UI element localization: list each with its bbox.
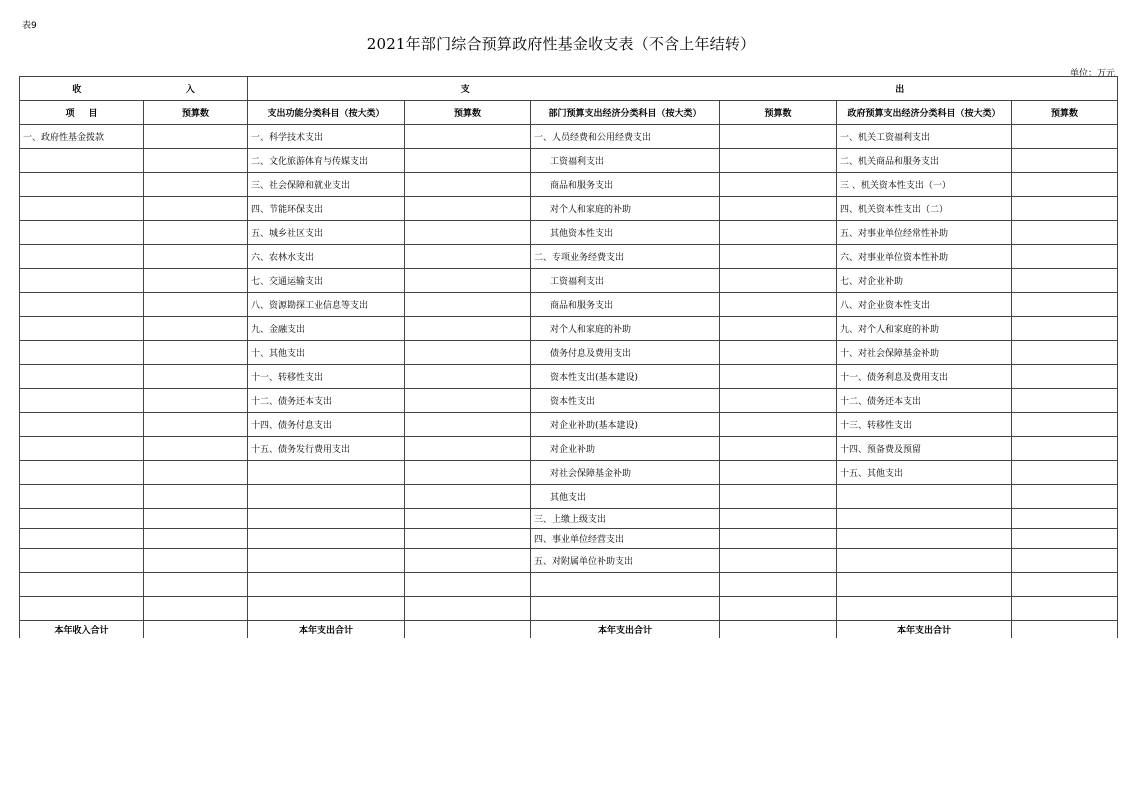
- income-item-cell: [20, 529, 144, 549]
- dept-economic-category-cell: 五、对附属单位补助支出: [531, 549, 720, 573]
- functional-budget-cell: [405, 293, 531, 317]
- gov-economic-category-cell: 十一、债务利息及费用支出: [837, 365, 1012, 389]
- gov-budget-cell: [1012, 597, 1118, 621]
- dept-budget-cell: [720, 245, 837, 269]
- expense-section-char-2: 出: [895, 85, 905, 95]
- income-total-value: [144, 621, 248, 639]
- income-item-cell: [20, 437, 144, 461]
- gov-economic-category-cell: 十五、其他支出: [837, 461, 1012, 485]
- functional-category-cell: [248, 573, 405, 597]
- income-item-cell: [20, 149, 144, 173]
- functional-budget-cell: [405, 317, 531, 341]
- income-section-header: [20, 77, 248, 101]
- income-total-label: 本年收入合计: [20, 621, 144, 639]
- functional-budget-cell: [405, 509, 531, 529]
- gov-budget-cell: [1012, 269, 1118, 293]
- dept-economic-category-cell: 商品和服务支出: [531, 173, 720, 197]
- income-item-cell: [20, 221, 144, 245]
- functional-category-cell: 二、文化旅游体育与传媒支出: [248, 149, 405, 173]
- gov-budget-cell: [1012, 125, 1118, 149]
- functional-category-cell: 七、交通运输支出: [248, 269, 405, 293]
- functional-budget-cell: [405, 173, 531, 197]
- dept-budget-cell: [720, 173, 837, 197]
- functional-budget-cell: [405, 365, 531, 389]
- dept-economic-category-cell: 资本性支出(基本建设): [531, 365, 720, 389]
- dept-economic-category-cell: [531, 597, 720, 621]
- functional-category-header: 支出功能分类科目（按大类）: [248, 101, 405, 125]
- income-item-cell: [20, 597, 144, 621]
- gov-economic-category-cell: [837, 549, 1012, 573]
- dept-economic-category-cell: 四、事业单位经营支出: [531, 529, 720, 549]
- dept-budget-cell: [720, 365, 837, 389]
- dept-budget-cell: [720, 221, 837, 245]
- budget-table: [19, 76, 1118, 638]
- dept-budget-cell: [720, 125, 837, 149]
- dept-budget-cell: [720, 389, 837, 413]
- functional-budget-cell: [405, 149, 531, 173]
- gov-budget-cell: [1012, 461, 1118, 485]
- functional-category-cell: 四、节能环保支出: [248, 197, 405, 221]
- income-budget-cell: [144, 509, 248, 529]
- income-budget-cell: [144, 549, 248, 573]
- income-item-cell: [20, 293, 144, 317]
- gov-budget-cell: [1012, 317, 1118, 341]
- gov-budget-cell: [1012, 549, 1118, 573]
- income-item-cell: [20, 197, 144, 221]
- dept-budget-cell: [720, 293, 837, 317]
- gov-economic-category-header: 政府预算支出经济分类科目（按大类）: [837, 101, 1012, 125]
- functional-category-cell: 六、农林水支出: [248, 245, 405, 269]
- functional-budget-cell: [405, 389, 531, 413]
- gov-economic-category-cell: 四、机关资本性支出（二）: [837, 197, 1012, 221]
- table-row: [20, 245, 1118, 269]
- dept-budget-cell: [720, 573, 837, 597]
- gov-budget-cell: [1012, 341, 1118, 365]
- gov-budget-cell: [1012, 573, 1118, 597]
- gov-economic-category-cell: 十三、转移性支出: [837, 413, 1012, 437]
- functional-budget-cell: [405, 529, 531, 549]
- income-item-cell: [20, 245, 144, 269]
- income-item-cell: [20, 389, 144, 413]
- dept-economic-category-cell: 三、上缴上级支出: [531, 509, 720, 529]
- dept-budget-cell: [720, 461, 837, 485]
- income-item-cell: [20, 317, 144, 341]
- income-budget-cell: [144, 461, 248, 485]
- dept-budget-cell: [720, 509, 837, 529]
- dept-budget-cell: [720, 149, 837, 173]
- functional-category-cell: 一、科学技术支出: [248, 125, 405, 149]
- gov-economic-category-cell: 一、机关工资福利支出: [837, 125, 1012, 149]
- functional-budget-cell: [405, 269, 531, 293]
- dept-budget-cell: [720, 317, 837, 341]
- gov-economic-category-cell: 八、对企业资本性支出: [837, 293, 1012, 317]
- income-budget-cell: [144, 365, 248, 389]
- income-section-char-1: 收: [72, 85, 82, 95]
- table-row: [20, 293, 1118, 317]
- table-row: [20, 365, 1118, 389]
- gov-budget-cell: [1012, 413, 1118, 437]
- income-item-cell: [20, 461, 144, 485]
- dept-budget-cell: [720, 437, 837, 461]
- dept-budget-cell: [720, 597, 837, 621]
- functional-budget-header: 预算数: [405, 101, 531, 125]
- dept-economic-category-cell: 对个人和家庭的补助: [531, 197, 720, 221]
- gov-budget-cell: [1012, 485, 1118, 509]
- gov-economic-category-cell: 二、机关商品和服务支出: [837, 149, 1012, 173]
- income-item-cell: [20, 509, 144, 529]
- functional-category-cell: 十一、转移性支出: [248, 365, 405, 389]
- functional-total-value: [405, 621, 531, 639]
- functional-category-cell: 十二、债务还本支出: [248, 389, 405, 413]
- gov-budget-cell: [1012, 245, 1118, 269]
- dept-economic-category-header: 部门预算支出经济分类科目（按大类）: [531, 101, 720, 125]
- income-budget-cell: [144, 125, 248, 149]
- item-header-char-2: 目: [88, 109, 98, 119]
- income-budget-cell: [144, 341, 248, 365]
- functional-budget-cell: [405, 597, 531, 621]
- table-row: [20, 437, 1118, 461]
- gov-economic-category-cell: [837, 573, 1012, 597]
- income-budget-cell: [144, 245, 248, 269]
- functional-category-cell: [248, 485, 405, 509]
- expense-section-header: [248, 77, 1118, 101]
- table-row: [20, 125, 1118, 149]
- income-budget-cell: [144, 389, 248, 413]
- gov-economic-category-cell: [837, 509, 1012, 529]
- table-row: [20, 149, 1118, 173]
- dept-economic-category-cell: 其他支出: [531, 485, 720, 509]
- income-budget-cell: [144, 437, 248, 461]
- income-budget-cell: [144, 269, 248, 293]
- gov-budget-cell: [1012, 365, 1118, 389]
- functional-category-cell: 八、资源勘探工业信息等支出: [248, 293, 405, 317]
- dept-budget-cell: [720, 549, 837, 573]
- dept-total-value: [720, 621, 837, 639]
- gov-economic-category-cell: [837, 597, 1012, 621]
- dept-economic-category-cell: 债务付息及费用支出: [531, 341, 720, 365]
- functional-budget-cell: [405, 573, 531, 597]
- gov-budget-cell: [1012, 389, 1118, 413]
- table-row: [20, 317, 1118, 341]
- functional-budget-cell: [405, 125, 531, 149]
- gov-economic-category-cell: 三 、机关资本性支出（一）: [837, 173, 1012, 197]
- gov-total-label: 本年支出合计: [837, 621, 1012, 639]
- income-item-cell: [20, 413, 144, 437]
- income-budget-cell: [144, 317, 248, 341]
- dept-economic-category-cell: 对个人和家庭的补助: [531, 317, 720, 341]
- gov-economic-category-cell: [837, 485, 1012, 509]
- dept-economic-category-cell: 其他资本性支出: [531, 221, 720, 245]
- income-budget-cell: [144, 529, 248, 549]
- table-row: [20, 529, 1118, 549]
- gov-budget-cell: [1012, 509, 1118, 529]
- table-row: [20, 413, 1118, 437]
- table-row: [20, 485, 1118, 509]
- dept-budget-header: 预算数: [720, 101, 837, 125]
- gov-budget-cell: [1012, 529, 1118, 549]
- table-row: [20, 509, 1118, 529]
- functional-category-cell: 九、金融支出: [248, 317, 405, 341]
- gov-economic-category-cell: 七、对企业补助: [837, 269, 1012, 293]
- item-header: [20, 101, 144, 125]
- table-row: [20, 573, 1118, 597]
- table-row: [20, 389, 1118, 413]
- functional-budget-cell: [405, 341, 531, 365]
- income-item-cell: [20, 549, 144, 573]
- income-budget-cell: [144, 413, 248, 437]
- gov-economic-category-cell: 十四、预备费及预留: [837, 437, 1012, 461]
- gov-budget-cell: [1012, 221, 1118, 245]
- income-item-cell: [20, 341, 144, 365]
- gov-budget-cell: [1012, 437, 1118, 461]
- functional-category-cell: 五、城乡社区支出: [248, 221, 405, 245]
- document-title: 2021年部门综合预算政府性基金收支表（不含上年结转）: [366, 35, 756, 53]
- functional-budget-cell: [405, 197, 531, 221]
- dept-economic-category-cell: 工资福利支出: [531, 269, 720, 293]
- functional-category-cell: [248, 529, 405, 549]
- dept-budget-cell: [720, 197, 837, 221]
- gov-budget-cell: [1012, 173, 1118, 197]
- dept-budget-cell: [720, 529, 837, 549]
- income-budget-header: 预算数: [144, 101, 248, 125]
- gov-budget-header: 预算数: [1012, 101, 1118, 125]
- functional-category-cell: [248, 509, 405, 529]
- table-number: 表9: [22, 21, 37, 31]
- column-header-row: [20, 101, 1118, 125]
- income-budget-cell: [144, 597, 248, 621]
- gov-economic-category-cell: 五、对事业单位经常性补助: [837, 221, 1012, 245]
- table-row: [20, 597, 1118, 621]
- income-item-cell: [20, 485, 144, 509]
- gov-economic-category-cell: 十二、债务还本支出: [837, 389, 1012, 413]
- functional-budget-cell: [405, 461, 531, 485]
- gov-budget-cell: [1012, 293, 1118, 317]
- dept-economic-category-cell: 商品和服务支出: [531, 293, 720, 317]
- functional-budget-cell: [405, 221, 531, 245]
- income-item-cell: 一、政府性基金拨款: [20, 125, 144, 149]
- income-budget-cell: [144, 173, 248, 197]
- income-item-cell: [20, 173, 144, 197]
- dept-budget-cell: [720, 341, 837, 365]
- table-row: [20, 221, 1118, 245]
- gov-budget-cell: [1012, 149, 1118, 173]
- income-budget-cell: [144, 149, 248, 173]
- dept-economic-category-cell: 对企业补助(基本建设): [531, 413, 720, 437]
- functional-budget-cell: [405, 245, 531, 269]
- functional-category-cell: 十四、债务付息支出: [248, 413, 405, 437]
- functional-category-cell: [248, 461, 405, 485]
- unit-label: 单位：万元: [1069, 69, 1115, 79]
- functional-category-cell: [248, 597, 405, 621]
- gov-economic-category-cell: [837, 529, 1012, 549]
- dept-budget-cell: [720, 485, 837, 509]
- dept-economic-category-cell: 对社会保障基金补助: [531, 461, 720, 485]
- dept-economic-category-cell: 资本性支出: [531, 389, 720, 413]
- dept-economic-category-cell: [531, 573, 720, 597]
- income-budget-cell: [144, 221, 248, 245]
- functional-total-label: 本年支出合计: [248, 621, 405, 639]
- table-row: [20, 341, 1118, 365]
- functional-category-cell: 十五、债务发行费用支出: [248, 437, 405, 461]
- totals-row: [20, 621, 1118, 639]
- dept-budget-cell: [720, 413, 837, 437]
- income-section-char-2: 入: [185, 85, 195, 95]
- table-row: [20, 461, 1118, 485]
- section-header-row: [20, 77, 1118, 101]
- income-budget-cell: [144, 293, 248, 317]
- gov-economic-category-cell: 九、对个人和家庭的补助: [837, 317, 1012, 341]
- dept-economic-category-cell: 二、专项业务经费支出: [531, 245, 720, 269]
- table-row: [20, 549, 1118, 573]
- functional-category-cell: 十、其他支出: [248, 341, 405, 365]
- income-item-cell: [20, 573, 144, 597]
- table-row: [20, 173, 1118, 197]
- functional-budget-cell: [405, 413, 531, 437]
- expense-section-char-1: 支: [460, 85, 470, 95]
- dept-economic-category-cell: 一、人员经费和公用经费支出: [531, 125, 720, 149]
- functional-budget-cell: [405, 549, 531, 573]
- functional-budget-cell: [405, 485, 531, 509]
- gov-total-value: [1012, 621, 1118, 639]
- functional-category-cell: 三、社会保障和就业支出: [248, 173, 405, 197]
- income-budget-cell: [144, 573, 248, 597]
- functional-category-cell: [248, 549, 405, 573]
- income-budget-cell: [144, 197, 248, 221]
- functional-budget-cell: [405, 437, 531, 461]
- table-row: [20, 197, 1118, 221]
- gov-budget-cell: [1012, 197, 1118, 221]
- gov-economic-category-cell: 十、对社会保障基金补助: [837, 341, 1012, 365]
- income-budget-cell: [144, 485, 248, 509]
- income-item-cell: [20, 365, 144, 389]
- dept-economic-category-cell: 对企业补助: [531, 437, 720, 461]
- item-header-char-1: 项: [65, 109, 75, 119]
- dept-budget-cell: [720, 269, 837, 293]
- income-item-cell: [20, 269, 144, 293]
- dept-economic-category-cell: 工资福利支出: [531, 149, 720, 173]
- dept-total-label: 本年支出合计: [531, 621, 720, 639]
- table-row: [20, 269, 1118, 293]
- gov-economic-category-cell: 六、对事业单位资本性补助: [837, 245, 1012, 269]
